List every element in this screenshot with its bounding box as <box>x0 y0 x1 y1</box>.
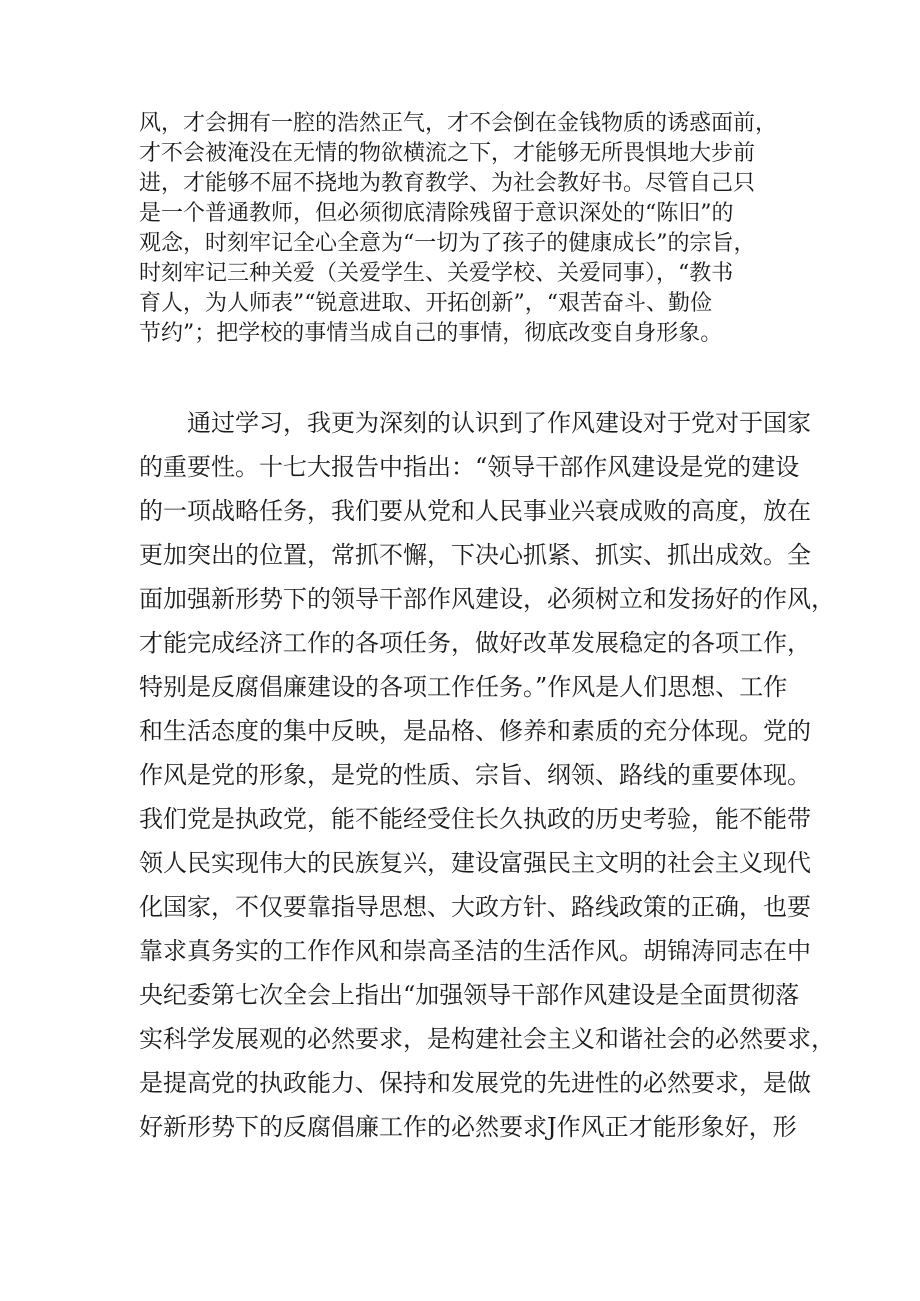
text-line: 通过学习，我更为深刻的认识到了作风建设对于党对于国家 <box>187 409 811 437</box>
text-line: 是提高党的执政能力、保持和发展党的先进性的必然要求，是做 <box>139 1069 811 1097</box>
text-line: 和生活态度的集中反映，是品格、修养和素质的充分体现。党的 <box>139 717 811 745</box>
text-line: 我们党是执政党，能不能经受住长久执政的历史考验，能不能带 <box>139 805 811 833</box>
text-line: 风，才会拥有一腔的浩然正气，才不会倒在金钱物质的诱惑面前， <box>139 111 778 136</box>
text-line: 的一项战略任务，我们要从党和人民事业兴衰成败的高度，放在 <box>139 497 811 525</box>
text-line: 的重要性。十七大报告中指出：“领导干部作风建设是党的建设 <box>139 453 800 481</box>
text-line: 进，才能够不屈不挠地为教育教学、为社会教好书。尽管自己只 <box>139 171 756 196</box>
text-line: 化国家，不仅要靠指导思想、大政方针、路线政策的正确，也要 <box>139 893 811 921</box>
text-line: 靠求真务实的工作作风和崇高圣洁的生活作风。胡锦涛同志在中 <box>139 937 811 965</box>
text-line: 实科学发展观的必然要求，是构建社会主义和谐社会的必然要求， <box>139 1025 835 1053</box>
text-line: 特别是反腐倡廉建设的各项工作任务。”作风是人们思想、工作 <box>139 673 788 701</box>
text-line: 作风是党的形象，是党的性质、宗旨、纲领、路线的重要体现。 <box>139 761 811 789</box>
text-line: 更加突出的位置，常抓不懈，下决心抓紧、抓实、抓出成效。全 <box>139 541 811 569</box>
text-line: 节约”；把学校的事情当成自己的事情，彻底改变自身形象。 <box>139 321 723 346</box>
text-line: 是一个普通教师，但必须彻底清除残留于意识深处的“陈旧”的 <box>139 201 734 226</box>
text-line: 好新形势下的反腐倡廉工作的必然要求J作风正才能形象好，形 <box>139 1113 797 1141</box>
text-line: 面加强新形势下的领导干部作风建设，必须树立和发扬好的作风， <box>139 585 835 613</box>
text-line: 育人，为人师表”“锐意进取、开拓创新”，“艰苦奋斗、勤俭 <box>139 291 712 316</box>
text-line: 领人民实现伟大的民族复兴，建设富强民主文明的社会主义现代 <box>139 849 811 877</box>
text-line: 观念，时刻牢记全心全意为“一切为了孩子的健康成长”的宗旨， <box>139 231 756 256</box>
text-line: 才能完成经济工作的各项任务，做好改革发展稳定的各项工作， <box>139 629 811 657</box>
text-line: 时刻牢记三种关爱（关爱学生、关爱学校、关爱同事），“教书 <box>139 261 734 286</box>
text-line: 央纪委第七次全会上指出“加强领导干部作风建设是全面贯彻落 <box>139 981 800 1009</box>
text-line: 才不会被淹没在无情的物欲横流之下，才能够无所畏惧地大步前 <box>139 141 756 166</box>
